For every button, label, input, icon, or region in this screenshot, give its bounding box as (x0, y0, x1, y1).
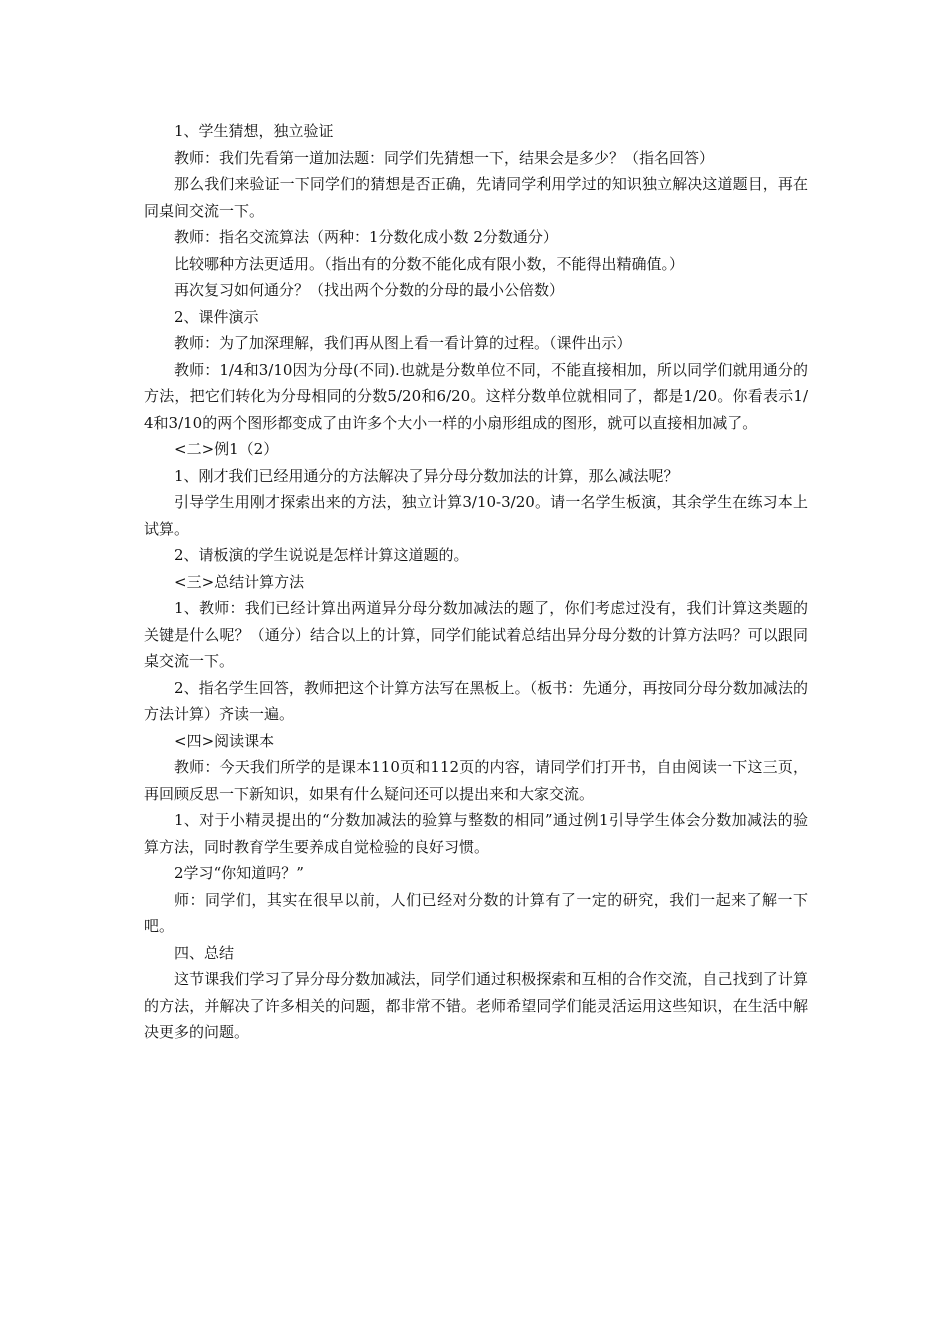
paragraph: 再次复习如何通分？（找出两个分数的分母的最小公倍数） (174, 281, 565, 299)
paragraph: 教师：1/4和3/10因为分母(不同).也就是分数单位不同，不能直接相加，所以同学们就用通分的方法，把它们转化为分母相同的分数5/20和6/20。这样分数单位就相同了，都是1/20。你看表示1/4和3/10的两个图形都变成了由许多个大小一样的小扇形组成的图形，就可以直接相加减了。 (144, 360, 808, 432)
paragraph: 那么我们来验证一下同学们的猜想是否正确，先请同学利用学过的知识独立解决这道题目，再在同桌间交流一下。 (144, 175, 808, 220)
paragraph: 比较哪种方法更适用。（指出有的分数不能化成有限小数，不能得出精确值。） (174, 254, 685, 273)
paragraph: 教师：指名交流算法（两种：1分数化成小数 2分数通分） (174, 228, 558, 246)
paragraph: 1、学生猜想，独立验证 (174, 122, 334, 140)
paragraph: <四>阅读课本 (174, 731, 275, 750)
paragraph: 四、总结 (174, 943, 235, 962)
paragraph: 2、请板演的学生说说是怎样计算这道题的。 (174, 546, 469, 564)
paragraph: 1、刚才我们已经用通分的方法解决了异分母分数加法的计算，那么减法呢？ (174, 466, 679, 485)
paragraph: 师：同学们，其实在很早以前，人们已经对分数的计算有了一定的研究，我们一起来了解一下吧。 (144, 890, 808, 935)
paragraph: 这节课我们学习了异分母分数加减法，同学们通过积极探索和互相的合作交流，自己找到了计算的方法，并解决了许多相关的问题，都非常不错。老师希望同学们能灵活运用这些知识，在生活中解决更多的问题。 (144, 970, 808, 1041)
paragraph: <三>总结计算方法 (174, 572, 305, 591)
paragraph: 教师：我们先看第一道加法题：同学们先猜想一下，结果会是多少？（指名回答） (174, 148, 715, 167)
paragraph: 1、对于小精灵提出的“分数加减法的验算与整数的相同”通过例1引导学生体会分数加减法的验算方法，同时教育学生要养成自觉检验的良好习惯。 (144, 811, 808, 856)
paragraph: 教师：为了加深理解，我们再从图上看一看计算的过程。（课件出示） (174, 334, 632, 352)
paragraph: 2、指名学生回答，教师把这个计算方法写在黑板上。（板书：先通分，再按同分母分数加减法的方法计算）齐读一遍。 (144, 678, 808, 723)
paragraph: 2、课件演示 (174, 307, 259, 326)
paragraph: 引导学生用刚才探索出来的方法，独立计算3/10-3/20。请一名学生板演，其余学生在练习本上试算。 (144, 493, 808, 538)
paragraph: 教师：今天我们所学的是课本110页和112页的内容，请同学们打开书，自由阅读一下这三页，再回顾反思一下新知识，如果有什么疑问还可以提出来和大家交流。 (144, 758, 808, 803)
document-body (144, 118, 808, 1046)
paragraph: <二>例1（2） (174, 440, 279, 458)
paragraph: 1、教师：我们已经计算出两道异分母分数加减法的题了，你们考虑过没有，我们计算这类题的关键是什么呢？（通分）结合以上的计算，同学们能试着总结出异分母分数的计算方法吗？可以跟同桌交流一下。 (144, 599, 808, 670)
paragraph: 2学习“你知道吗？” (174, 864, 304, 882)
